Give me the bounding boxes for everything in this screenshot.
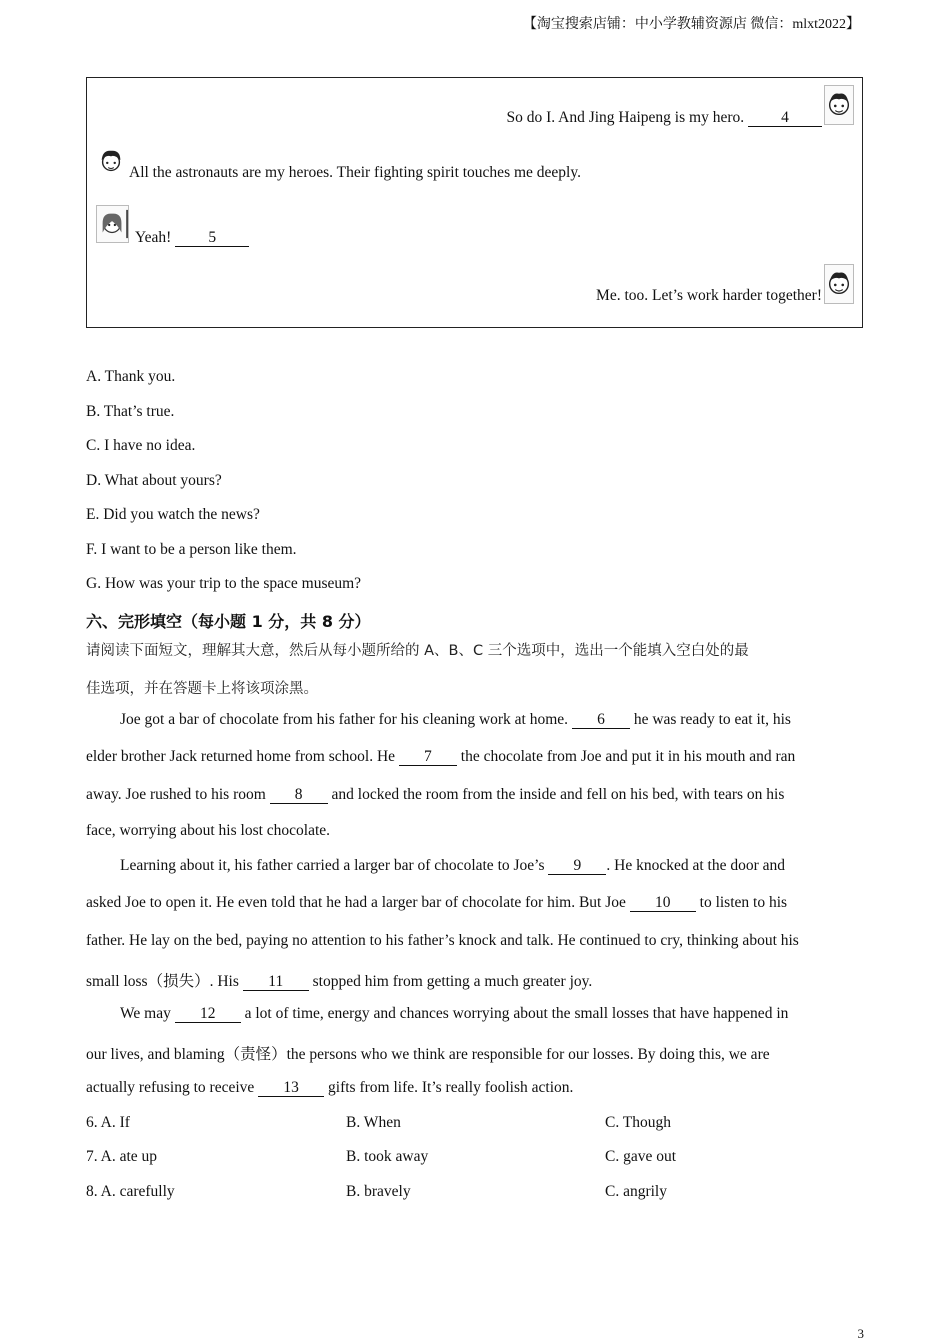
- header-shop-text: 【淘宝搜索店铺：中小学教辅资源店 微信：mlxt2022】: [522, 17, 860, 32]
- girl-avatar-icon: [97, 146, 125, 178]
- question-7-option-a: 7. A. ate up: [86, 1148, 158, 1165]
- blank-11: 11: [243, 974, 309, 991]
- passage-text: and locked the room from the inside and fell on his bed, with tears on his: [331, 786, 785, 803]
- option-b: B. That’s true.: [86, 403, 175, 420]
- dialogue-box: [86, 77, 863, 328]
- passage-text: stopped him from getting a much greater joy.: [312, 973, 593, 990]
- passage-text: asked Joe to open it. He even told that he had a larger bar of chocolate for him. But Joe: [86, 894, 626, 911]
- passage-text: . He knocked at the door and: [606, 857, 785, 874]
- option-a: A. Thank you.: [86, 368, 176, 385]
- passage-line: [120, 711, 791, 729]
- passage-text: away. Joe rushed to his room: [86, 786, 266, 803]
- passage-text: to listen to his: [699, 894, 788, 911]
- blank-8: 8: [270, 787, 328, 804]
- option-c: C. I have no idea.: [86, 437, 196, 454]
- dialogue-line-2-text: All the astronauts are my heroes. Their fighting spirit touches me deeply.: [129, 164, 581, 181]
- option-f: F. I want to be a person like them.: [86, 541, 297, 558]
- passage-text: small loss（损失）. His: [86, 973, 239, 990]
- passage-text: gifts from life. It’s really foolish action.: [328, 1079, 574, 1096]
- passage-line: father. He lay on the bed, paying no attention to his father’s knock and talk. He continued to cry, thinking about his: [86, 932, 799, 949]
- blank-7: 7: [399, 749, 457, 766]
- blank-6: 6: [572, 712, 630, 729]
- passage-line: [86, 1079, 573, 1097]
- instruction-line-2: 佳选项，并在答题卡上将该项涂黑。: [86, 681, 318, 697]
- blank-4: 4: [748, 110, 822, 127]
- boy-avatar-2-icon: [824, 264, 854, 304]
- passage-text: actually refusing to receive: [86, 1079, 255, 1096]
- option-g: G. How was your trip to the space museum?: [86, 575, 362, 592]
- passage-line: [86, 969, 592, 991]
- passage-text: Learning about it, his father carried a larger bar of chocolate to Joe’s: [120, 857, 545, 874]
- blank-9: 9: [548, 858, 606, 875]
- question-7-option-b: B. took away: [346, 1148, 429, 1165]
- section-title: 六、完形填空（每小题 1 分，共 8 分）: [86, 612, 371, 631]
- question-8-option-c: C. angrily: [605, 1183, 667, 1200]
- passage-text: the chocolate from Joe and put it in his mouth and ran: [460, 748, 796, 765]
- passage-line: our lives, and blaming（责怪）the persons who we think are responsible for our losses. By doing this, we are: [86, 1046, 770, 1063]
- blank-5: 5: [175, 230, 249, 247]
- question-6-option-b: B. When: [346, 1114, 401, 1131]
- passage-text: elder brother Jack returned home from school. He: [86, 748, 396, 765]
- instruction-line-1: 请阅读下面短文，理解其大意，然后从每小题所给的 A、B、C 三个选项中，选出一个能填入空白处的最: [86, 643, 749, 659]
- dialogue-line-1-text: So do I. And Jing Haipeng is my hero.: [506, 109, 745, 126]
- dialogue-line-3-text: Yeah!: [135, 229, 172, 246]
- passage-text: We may: [120, 1005, 171, 1022]
- passage-line: [86, 748, 795, 766]
- passage-line: [86, 894, 787, 912]
- dialogue-line-1: [506, 109, 822, 127]
- question-6-option-c: C. Though: [605, 1114, 672, 1131]
- question-7-option-c: C. gave out: [605, 1148, 677, 1165]
- passage-line: [86, 786, 784, 804]
- question-6-option-a: 6. A. If: [86, 1114, 130, 1131]
- option-d: D. What about yours?: [86, 472, 222, 489]
- passage-line: face, worrying about his lost chocolate.: [86, 822, 331, 839]
- question-8-option-a: 8. A. carefully: [86, 1183, 175, 1200]
- page-number: 3: [857, 1326, 864, 1341]
- passage-line: [120, 1005, 788, 1023]
- passage-text: a lot of time, energy and chances worrying about the small losses that have happened in: [244, 1005, 789, 1022]
- passage-text: Joe got a bar of chocolate from his father for his cleaning work at home.: [120, 711, 569, 728]
- passage-text: he was ready to eat it, his: [633, 711, 791, 728]
- blank-13: 13: [258, 1080, 324, 1097]
- girl-2-avatar-icon: [96, 205, 129, 243]
- blank-12: 12: [175, 1006, 241, 1023]
- question-8-option-b: B. bravely: [346, 1183, 411, 1200]
- passage-line: [120, 857, 785, 875]
- blank-10: 10: [630, 895, 696, 912]
- dialogue-line-3: [135, 229, 249, 247]
- dialogue-line-4-text: Me. too. Let’s work harder together!: [596, 287, 822, 304]
- option-e: E. Did you watch the news?: [86, 506, 260, 523]
- boy-avatar-icon: [824, 85, 854, 125]
